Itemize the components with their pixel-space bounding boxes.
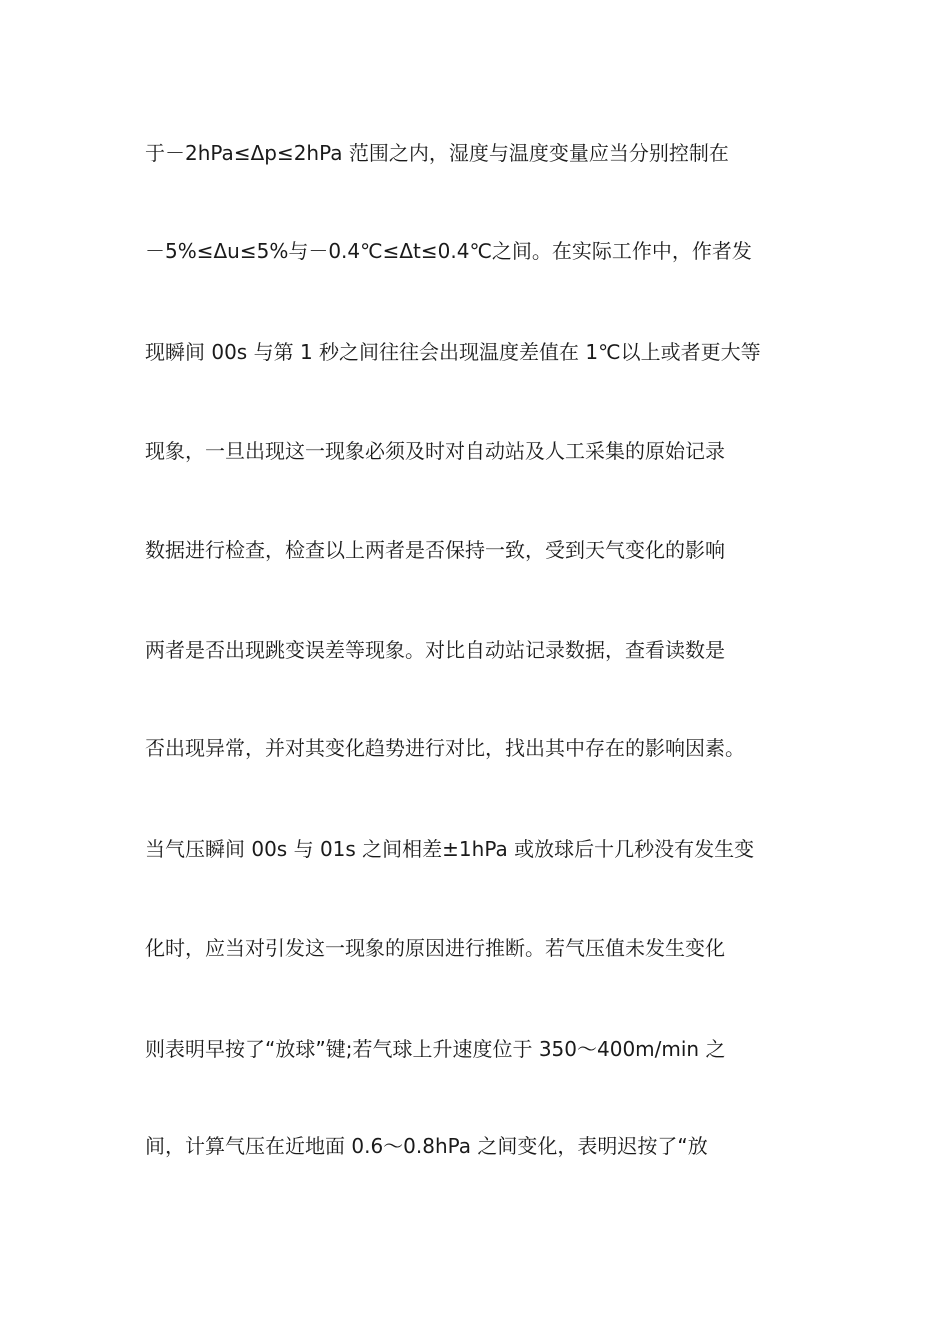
paragraph-line: 否出现异常，并对其变化趋势进行对比，找出其中存在的影响因素。 [145, 736, 745, 760]
paragraph-line: －5%≤Δu≤5%与－0.4℃≤Δt≤0.4℃之间。在实际工作中，作者发 [145, 239, 752, 263]
paragraph-line: 数据进行检查，检查以上两者是否保持一致，受到天气变化的影响 [145, 538, 725, 562]
paragraph-line: 化时，应当对引发这一现象的原因进行推断。若气压值未发生变化 [145, 936, 725, 960]
paragraph-line: 间，计算气压在近地面 0.6～0.8hPa 之间变化，表明迟按了“放 [145, 1134, 708, 1158]
paragraph-line: 两者是否出现跳变误差等现象。对比自动站记录数据，查看读数是 [145, 638, 725, 662]
paragraph-line: 现瞬间 00s 与第 1 秒之间往往会出现温度差值在 1℃以上或者更大等 [145, 340, 761, 364]
paragraph-line: 于－2hPa≤Δp≤2hPa 范围之内，湿度与温度变量应当分别控制在 [145, 141, 729, 165]
paragraph-line: 现象，一旦出现这一现象必须及时对自动站及人工采集的原始记录 [145, 439, 725, 463]
paragraph-line: 当气压瞬间 00s 与 01s 之间相差±1hPa 或放球后十几秒没有发生变 [145, 837, 755, 861]
paragraph-line: 则表明早按了“放球”键;若气球上升速度位于 350～400m/min 之 [145, 1037, 726, 1061]
